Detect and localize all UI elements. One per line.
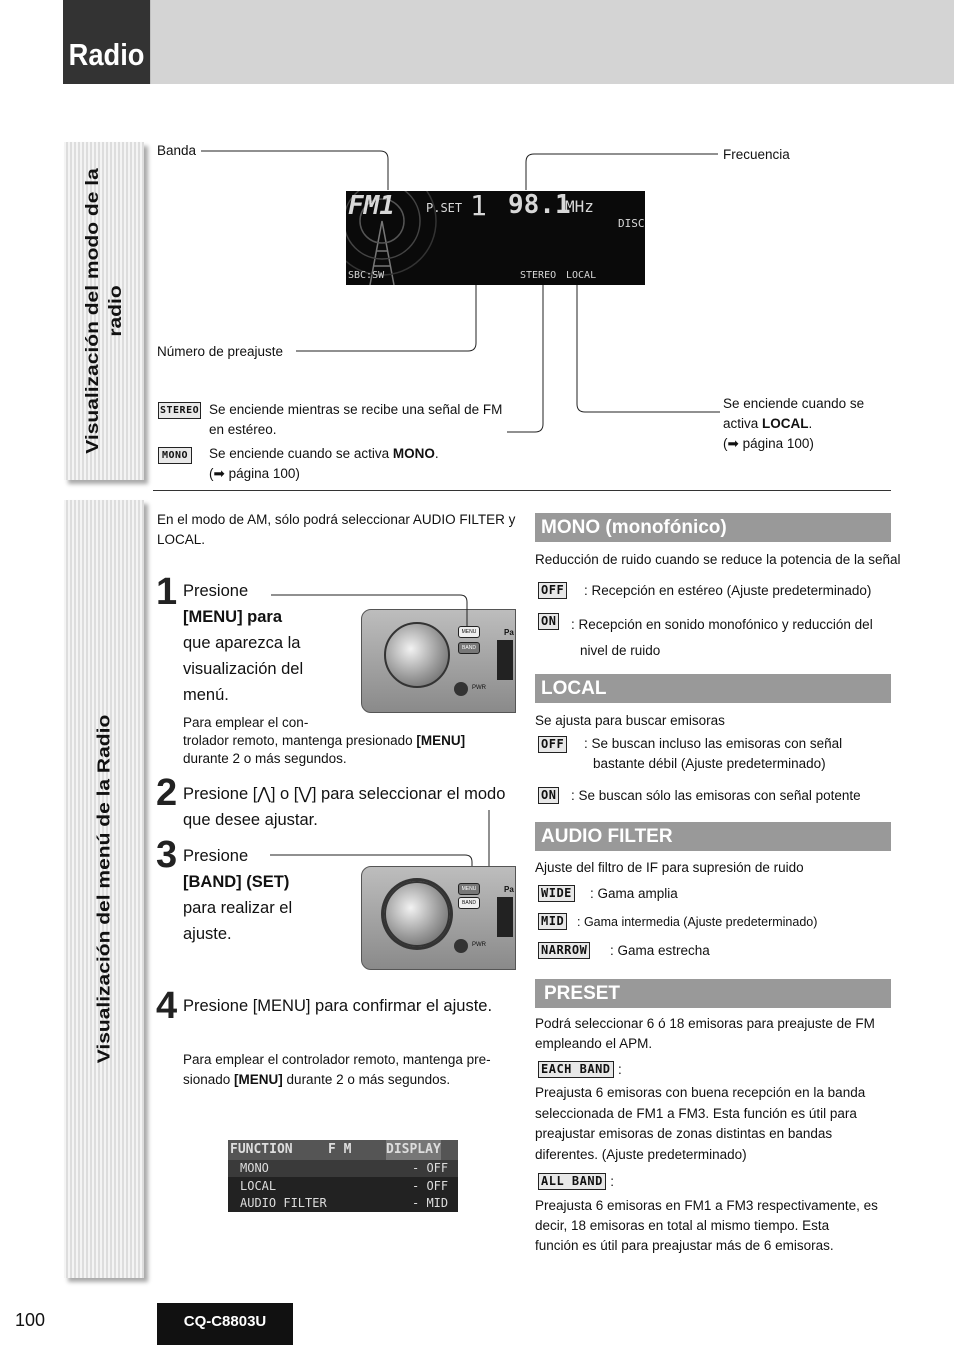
menu-lcd-row-value: - MID [412, 1196, 449, 1210]
menu-lcd-display [228, 1140, 458, 1212]
lcd-disc: DISC [618, 217, 645, 230]
arrow-icon: ➡ [213, 466, 225, 481]
menu-lcd-band: F M [328, 1142, 352, 1157]
mono-desc-bold: MONO [392, 446, 435, 461]
step-4-note-text: sionado [183, 1072, 235, 1087]
lcd-frequency: 98.1 [508, 191, 571, 220]
local-off-line2: bastante débil (Ajuste predeterminado) [593, 756, 826, 771]
mono-page-ref: página 100) [228, 466, 300, 481]
lcd-band: FM1 [348, 191, 395, 221]
mono-desc-text: Se enciende cuando se activa [209, 446, 393, 461]
mono-paren: ( [209, 466, 214, 481]
lcd-sbc: SBC:SW [348, 270, 385, 281]
mid-text: : Gama intermedia (Ajuste predeterminado) [577, 915, 818, 929]
band-label: Banda [157, 143, 197, 158]
local-desc-text: activa [723, 416, 763, 431]
mono-on-line1: : Recepción en sonido monofónico y reducción del [571, 617, 873, 632]
local-paren: ( [723, 436, 728, 451]
brand-mark: Pa [504, 628, 514, 637]
on-icon: ON [538, 787, 559, 804]
step-3-text [183, 843, 292, 947]
pwr-label: PWR [472, 685, 486, 691]
step-1-line: que aparezca la [183, 634, 301, 652]
menu-lcd-function: FUNCTION [230, 1142, 293, 1157]
step-1-line: menú. [183, 686, 229, 704]
lcd-preset-number: 1 [470, 191, 487, 222]
preset-number-label: Número de preajuste [157, 344, 284, 359]
preset-section-title: PRESET [535, 979, 891, 1008]
volume-knob [384, 881, 450, 947]
lcd-preset-label: P.SET [426, 201, 463, 215]
step-3-line: para realizar el [183, 899, 293, 917]
mono-icon: MONO [158, 447, 192, 464]
mono-on-option [538, 613, 559, 631]
local-page-ref: página 100) [742, 436, 814, 451]
step-2-number: 2 [156, 772, 178, 814]
page-number: 100 [15, 1310, 46, 1330]
menu-button: MENU [458, 883, 480, 895]
stereo-desc-line2: en estéreo. [209, 422, 277, 437]
frequency-label: Frecuencia [723, 147, 790, 162]
stereo-desc-line1: Se enciende mientras se recibe una señal de FM [209, 402, 503, 417]
narrow-text: : Gama estrecha [610, 943, 710, 958]
local-off-line1: : Se buscan incluso las emisoras con señal [584, 736, 843, 751]
mid-icon: MID [538, 913, 567, 930]
each-band-line: Preajusta 6 emisoras con buena recepción en la banda [535, 1085, 866, 1100]
all-band-colon: : [610, 1174, 615, 1189]
lcd-local: LOCAL [566, 270, 597, 281]
preset-desc-line1: Podrá seleccionar 6 ó 18 emisoras para preajuste de FM [535, 1016, 875, 1031]
step-1-number: 1 [156, 571, 178, 613]
mid-option [538, 913, 567, 931]
all-band-text [535, 1196, 878, 1256]
arrow-icon: ➡ [727, 436, 739, 451]
each-band-icon: EACH BAND [538, 1061, 614, 1078]
wide-option [538, 885, 575, 903]
mono-on-text [571, 612, 873, 664]
menu-button: MENU [458, 626, 480, 638]
preset-desc [535, 1014, 875, 1054]
side-tab-radio-mode-label: Visualización del modo de la radio [82, 168, 126, 454]
menu-lcd-row-name: AUDIO FILTER [240, 1196, 327, 1210]
lcd-stereo: STEREO [520, 270, 557, 281]
local-off-text [584, 734, 842, 774]
each-band-line: seleccionada de FM1 a FM3. Esta función es útil para [535, 1105, 857, 1121]
step-4-note-line2 [183, 1070, 513, 1090]
local-desc-dot: . [808, 416, 813, 431]
step-3-line: [BAND] (SET) [183, 873, 290, 891]
preset-desc-line2: empleando el APM. [535, 1036, 653, 1051]
mono-on-line2: nivel de ruido [580, 643, 661, 658]
step-1-note-line1: Para emplear el con- [183, 715, 309, 730]
step-3-line: Presione [183, 847, 249, 865]
each-band-line: diferentes. (Ajuste predeterminado) [535, 1146, 747, 1162]
head-unit-image-band [361, 866, 516, 970]
mono-section-desc: Reducción de ruido cuando se reduce la potencia de la señal [535, 552, 901, 567]
wide-text: : Gama amplia [590, 886, 678, 901]
menu-lcd-header [228, 1140, 458, 1160]
all-band-icon: ALL BAND [538, 1173, 606, 1190]
menu-lcd-row-value: - OFF [412, 1161, 449, 1175]
off-icon: OFF [538, 582, 567, 599]
each-band-option [538, 1061, 622, 1079]
all-band-line: Preajusta 6 emisoras en FM1 a FM3 respectivamente, es [535, 1198, 878, 1213]
step-2-text: Presione [⋀] o [⋁] para seleccionar el modo que desee ajustar. [183, 785, 506, 829]
local-off-option [538, 736, 567, 754]
off-icon: OFF [538, 736, 567, 753]
all-band-option [538, 1173, 614, 1191]
mono-off-option [538, 582, 567, 600]
step-1-line: visualización del [183, 660, 304, 678]
step-1-line: Presione [183, 582, 249, 600]
menu-lcd-row-value: - OFF [412, 1179, 449, 1193]
menu-lcd-row [228, 1160, 458, 1177]
each-band-text [535, 1083, 865, 1165]
device-display [497, 897, 513, 937]
band-button: BAND [458, 897, 480, 909]
menu-lcd-row-name: LOCAL [240, 1179, 277, 1193]
band-button: BAND [458, 642, 480, 654]
narrow-icon: NARROW [538, 942, 590, 959]
step-3-line: ajuste. [183, 925, 232, 943]
step-1-line: [MENU] para [183, 608, 283, 626]
model-label: CQ-C8803U [157, 1303, 293, 1345]
narrow-option [538, 942, 590, 960]
menu-lcd-display-label: DISPLAY [386, 1140, 441, 1160]
step-1-note-text: trolador remoto, mantenga presionado [183, 733, 417, 748]
pwr-label: PWR [472, 942, 486, 948]
step-4-text: Presione [MENU] para confirmar el ajuste. [183, 997, 493, 1015]
local-section-desc: Se ajusta para buscar emisoras [535, 713, 725, 728]
local-desc-line1: Se enciende cuando se [723, 396, 865, 411]
page-title: Radio [63, 0, 150, 84]
audio-filter-section-title: AUDIO FILTER [535, 822, 891, 851]
mono-off-text: : Recepción en estéreo (Ajuste predeterminado) [584, 583, 872, 598]
local-on-text: : Se buscan sólo las emisoras con señal potente [571, 788, 861, 803]
all-band-line: decir, 18 emisoras en total al mismo tiempo. Esta [535, 1218, 830, 1233]
each-band-colon: : [617, 1062, 622, 1077]
local-section-title: LOCAL [535, 674, 891, 703]
step-3-number: 3 [156, 834, 178, 876]
lcd-unit: MHz [565, 197, 594, 216]
step-1-note-line3: durante 2 o más segundos. [183, 751, 347, 766]
local-on-option [538, 787, 559, 805]
menu-lcd-row-name: MONO [240, 1161, 269, 1175]
step-4-note-text2: durante 2 o más segundos. [282, 1072, 451, 1087]
menu-lcd-row [228, 1178, 458, 1195]
all-band-line: función es útil para preajustar más de 6 emisoras. [535, 1238, 834, 1253]
wide-icon: WIDE [538, 885, 575, 902]
each-band-line: preajustar emisoras de zonas distintas en bandas [535, 1126, 833, 1141]
brand-mark: Pa [504, 885, 514, 894]
step-4-number: 4 [156, 985, 178, 1027]
on-icon: ON [538, 613, 559, 630]
step-4-note [183, 1050, 513, 1090]
step-1-note-bold: [MENU] [416, 733, 466, 748]
local-desc-bold: LOCAL [762, 416, 809, 431]
power-button [454, 939, 468, 953]
stereo-icon: STEREO [158, 402, 201, 419]
step-4-note-bold: [MENU] [234, 1072, 283, 1087]
mono-desc-dot: . [434, 446, 439, 461]
mono-section-title: MONO (monofónico) [535, 513, 891, 542]
audio-filter-desc: Ajuste del filtro de IF para supresión de ruido [535, 860, 804, 875]
menu-lcd-row [228, 1195, 458, 1212]
step-4-note-line1: Para emplear el controlador remoto, mantenga pre- [183, 1052, 491, 1067]
menu-intro: En el modo de AM, sólo podrá seleccionar AUDIO FILTER y LOCAL. [157, 512, 516, 547]
side-tab-radio-menu-label: Visualización del menú de la Radio [94, 714, 114, 1064]
